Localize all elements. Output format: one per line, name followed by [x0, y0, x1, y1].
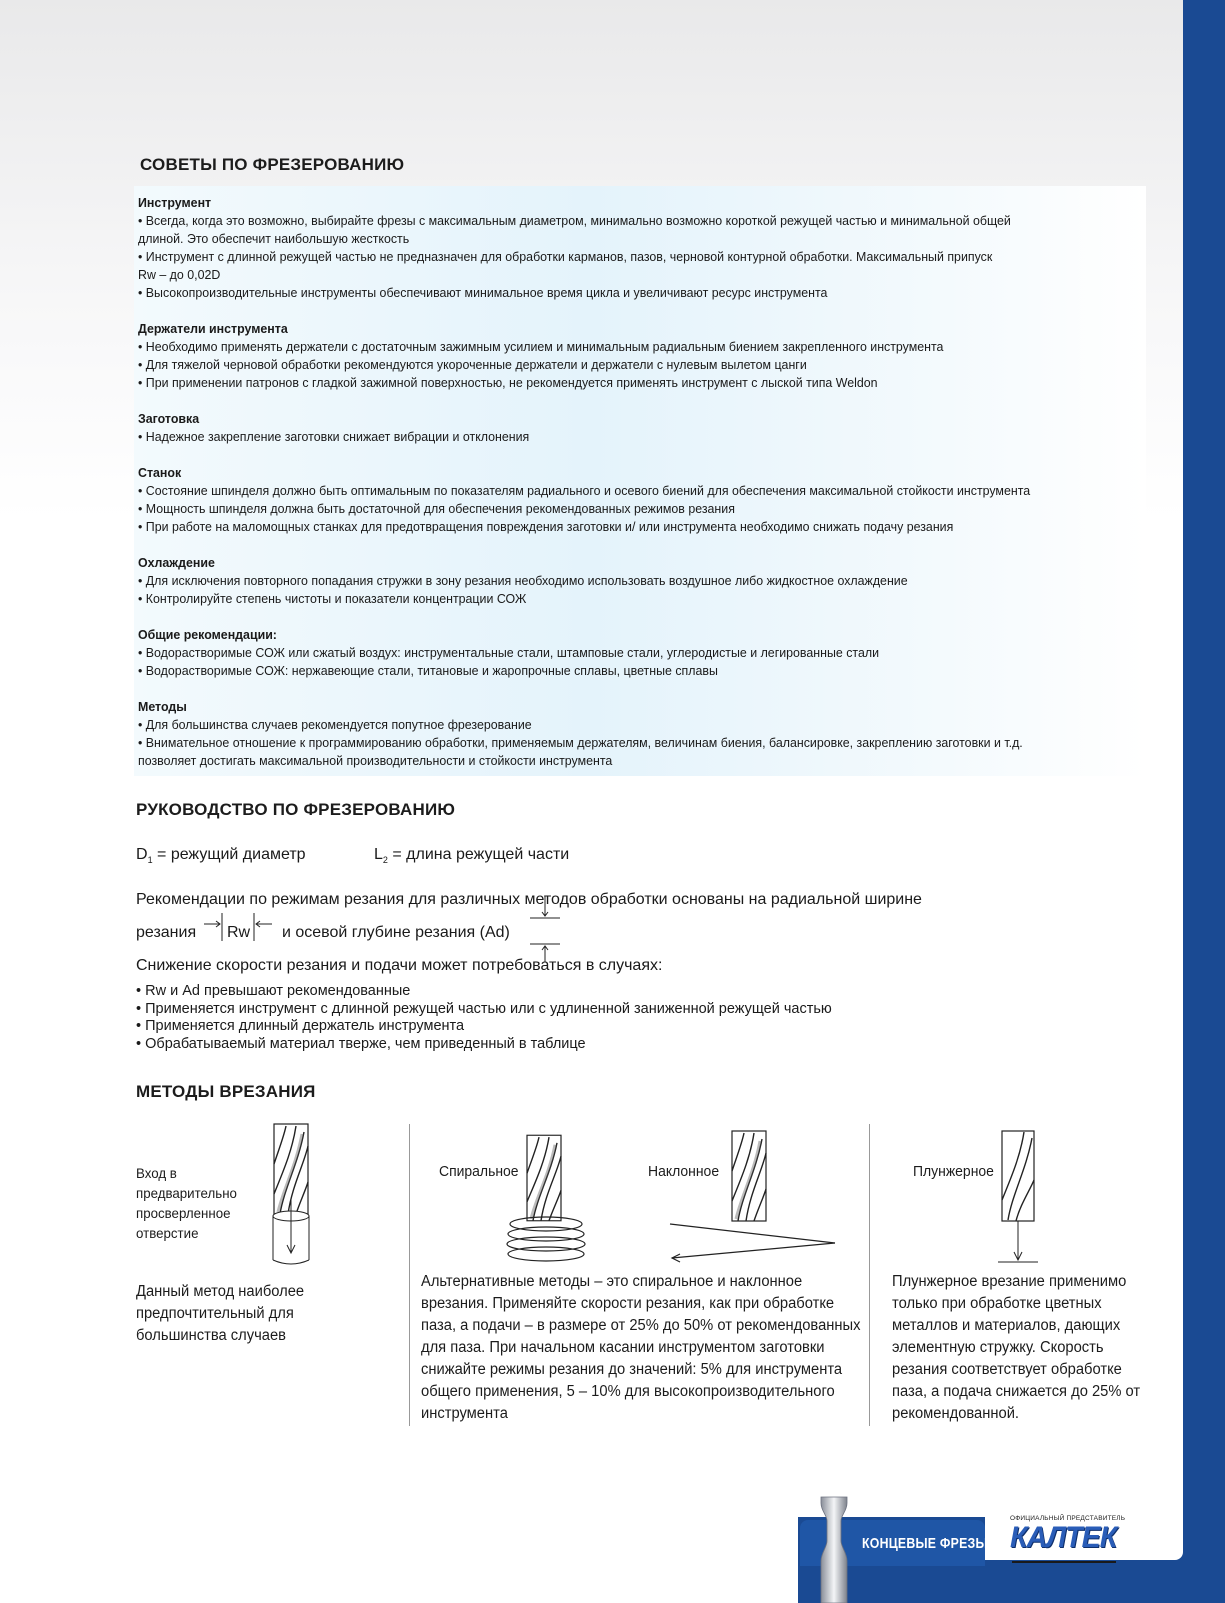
plunge-text-line: резания соответствует обработке [892, 1361, 1122, 1378]
plunge-label: Плунжерное [913, 1163, 994, 1180]
predrill-text-line: Данный метод наиболее [136, 1283, 305, 1300]
logo-underline [1012, 1561, 1116, 1563]
predrill-description [136, 1281, 304, 1347]
rec-line-1: Рекомендации по режимам резания для различных методов обработки основаны на радиальной ширине [136, 891, 922, 908]
predrill-label-line: предварительно [136, 1185, 237, 1201]
kaltek-logo: КАЛТЕК [1010, 1521, 1117, 1554]
tips-section-heading: Заготовка [138, 411, 200, 426]
rec-line-2a: резания [136, 924, 197, 941]
reduce-bullet: • Применяется инструмент с длинной режущей частью или с удлиненной заниженной режущей частью [136, 1000, 832, 1017]
plunge-text-line: элементную стружку. Скорость [892, 1339, 1104, 1356]
alt-text-line: врезания. Применяйте скорости резания, как при обработке [421, 1295, 835, 1312]
plunge-text-line: металлов и материалов, дающих [892, 1317, 1121, 1334]
alt-text-line: инструмента [421, 1405, 508, 1422]
reduce-title: Снижение скорости резания и подачи может потребоваться в случаях: [136, 957, 663, 974]
alt-text-line: для паза. При начальном касании инструментом заготовки [421, 1339, 825, 1356]
rec-line-2b: и осевой глубине резания (Ad) [282, 924, 510, 941]
predrill-label-line: просверленное [136, 1205, 231, 1221]
tips-item: позволяет достигать максимальной производительности и стойкости инструмента [138, 753, 613, 768]
tips-section-heading: Держатели инструмента [138, 321, 288, 336]
tips-item: • Для исключения повторного попадания стружки в зону резания необходимо использовать воздушное либо жидкостное охлаждение [138, 573, 908, 588]
tips-list [138, 194, 1078, 770]
tips-section-heading: Общие рекомендации: [138, 627, 277, 642]
ramp-label: Наклонное [648, 1163, 720, 1180]
tips-item: • Инструмент с длинной режущей частью не предназначен для обработки карманов, пазов, черновой контурной обработки. Максимальный припуск [138, 249, 993, 264]
divider-left [409, 1124, 410, 1426]
predrill-label [136, 1163, 237, 1243]
reduce-bullet: • Rw и Ad превышают рекомендованные [136, 983, 411, 999]
l2-definition: = длина режущей части [387, 846, 570, 863]
tips-item: • Всегда, когда это возможно, выбирайте фрезы с максимальным диаметром, минимально возможно короткой режущей частью и минимальной общей [138, 213, 1011, 228]
reduce-bullet: • Применяется длинный держатель инструмента [136, 1018, 465, 1034]
alt-text-line: паза, а подачи – в размере от 25% до 50% от рекомендованных [421, 1317, 861, 1334]
plunge-text-line: рекомендованной. [892, 1405, 1020, 1422]
tips-item: • Высокопроизводительные инструменты обеспечивают минимальное время цикла и увеличивают ресурс инструмента [138, 285, 828, 300]
d1-subscript: 1 [147, 855, 153, 866]
tips-section-heading: Охлаждение [138, 555, 215, 570]
plunge-text-line: только при обработке цветных [892, 1295, 1102, 1312]
right-brand-bar [1183, 0, 1225, 1603]
alt-text-line: снижайте режимы резания до значений: 5% для инструмента [421, 1361, 843, 1378]
ramp-illustration [670, 1131, 835, 1262]
alternative-description [421, 1271, 860, 1425]
tips-item: • Надежное закрепление заготовки снижает вибрации и отклонения [138, 429, 530, 444]
tips-item: Rw – до 0,02D [138, 267, 221, 282]
d1-definition: = режущий диаметр [152, 846, 306, 863]
plunge-text-line: паза, а подача снижается до 25% от [892, 1383, 1141, 1400]
tips-item: • Для большинства случаев рекомендуется попутное фрезерование [138, 717, 532, 732]
spiral-label: Спиральное [439, 1163, 519, 1180]
tips-item: длиной. Это обеспечит наибольшую жесткость [138, 231, 410, 246]
reduce-bullets [136, 983, 832, 1053]
methods-title: МЕТОДЫ ВРЕЗАНИЯ [136, 1082, 316, 1101]
tips-section-heading: Методы [138, 699, 187, 714]
plunge-description [892, 1271, 1140, 1425]
end-mill-icon [817, 1497, 851, 1603]
l2-subscript: 2 [382, 855, 388, 866]
l2-symbol: L [374, 846, 383, 863]
predrill-label-line: отверстие [136, 1225, 199, 1241]
reduce-bullet: • Обрабатываемый материал тверже, чем приведенный в таблице [136, 1035, 586, 1052]
alt-text-line: общего применения, 5 – 10% для высокопроизводительного [421, 1383, 835, 1400]
tips-section-heading: Инструмент [138, 195, 212, 210]
rw-label: Rw [227, 924, 251, 941]
tips-item: • Водорастворимые СОЖ: нержавеющие стали, титановые и жаропрочные сплавы, цветные сплавы [138, 663, 718, 678]
predrill-label-line: Вход в [136, 1165, 177, 1181]
tips-item: • Состояние шпинделя должно быть оптимальным по показателям радиального и осевого биений для обеспечения максимальной стойкости инструмента [138, 483, 1031, 498]
plunge-text-line: Плунжерное врезание применимо [892, 1273, 1127, 1290]
plunge-illustration [998, 1131, 1038, 1262]
tips-item: • При работе на маломощных станках для предотвращения повреждения заготовки и/ или инструмента необходимо снижать подачу резания [138, 519, 954, 534]
predrill-text-line: большинства случаев [136, 1327, 286, 1344]
footer-section-title: КОНЦЕВЫЕ ФРЕЗЫ [862, 1535, 988, 1552]
tips-title: СОВЕТЫ ПО ФРЕЗЕРОВАНИЮ [140, 155, 405, 174]
tips-item: • Необходимо применять держатели с достаточным зажимным усилием и минимальным радиальным биением закрепленного инструмента [138, 339, 944, 354]
predrill-text-line: предпочтительный для [136, 1305, 294, 1322]
d1-symbol: D [136, 846, 148, 863]
tips-item: • Мощность шпинделя должна быть достаточной для обеспечения рекомендованных режимов резания [138, 501, 735, 516]
alt-text-line: Альтернативные методы – это спиральное и наклонное [421, 1273, 803, 1290]
guide-title: РУКОВОДСТВО ПО ФРЕЗЕРОВАНИЮ [136, 800, 456, 819]
tips-item: • Внимательное отношение к программированию обработки, применяемым держателям, величинам биения, балансировке, закреплению заготовки и т.д. [138, 735, 1023, 750]
official-rep-label: ОФИЦИАЛЬНЫЙ ПРЕДСТАВИТЕЛЬ [1010, 1515, 1126, 1522]
spiral-illustration [507, 1135, 585, 1261]
predrill-illustration [273, 1124, 309, 1264]
tips-item: • Водорастворимые СОЖ или сжатый воздух: инструментальные стали, штамповые стали, углеродистые и легированные стали [138, 645, 880, 660]
l2-definition-wrap [374, 846, 569, 865]
divider-right [869, 1124, 870, 1426]
tips-item: • При применении патронов с гладкой зажимной поверхностью, не рекомендуется применять инструмент с лыской типа Weldon [138, 375, 878, 390]
guide-definitions [136, 846, 306, 865]
tips-item: • Контролируйте степень чистоты и показатели концентрации СОЖ [138, 591, 527, 606]
tips-section-heading: Станок [138, 465, 182, 480]
tips-item: • Для тяжелой черновой обработки рекомендуются укороченные держатели и держатели с нулевым вылетом цанги [138, 357, 807, 372]
